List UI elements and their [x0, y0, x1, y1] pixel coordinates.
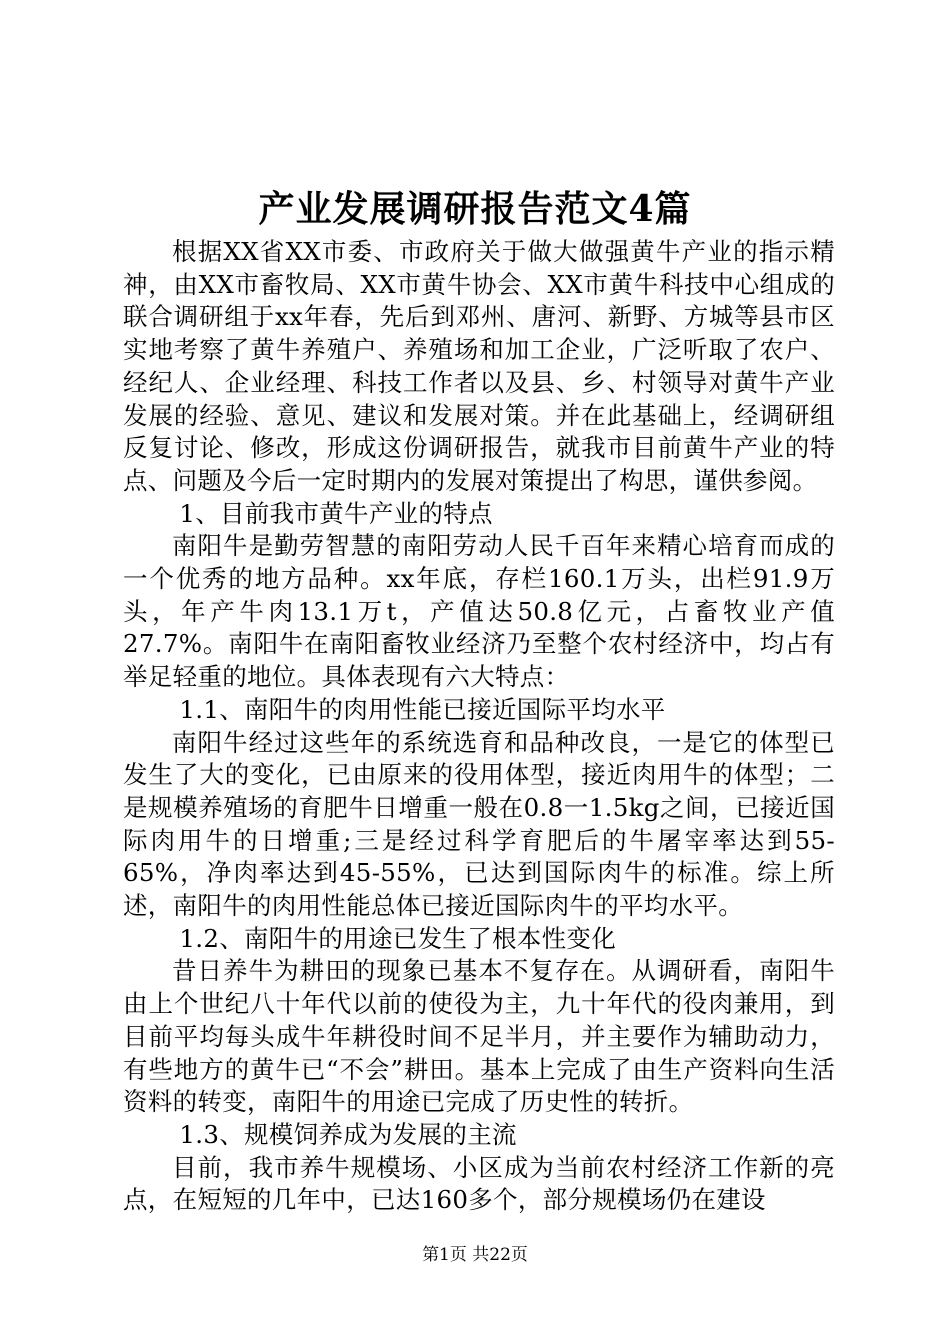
section-heading-1: 1、目前我市黄牛产业的特点: [179, 498, 493, 528]
paragraph-intro: 根据XX省XX市委、市政府关于做大做强黄牛产业的指示精神，由XX市畜牧局、XX市黄牛协会、XX市黄牛科技中心组成的联合调研组于xx年春，先后到邓州、唐河、新野、方城等县市区实地考察了黄牛养殖户、养殖场和加工企业，广泛听取了农户、经纪人、企业经理、科技工作者以及县、乡、村领导对黄牛产业发展的经验、意见、建议和发展对策。并在此基础上，经调研组反复讨论、修改，形成这份调研报告，就我市目前黄牛产业的特点、问题及今后一定时期内的发展对策提出了构思，谨供参阅。: [123, 237, 835, 495]
document-body: [123, 236, 835, 1217]
page-footer: 第1页 共22页: [422, 1245, 528, 1265]
paragraph-section-1: 南阳牛是勤劳智慧的南阳劳动人民千百年来精心培育而成的一个优秀的地方品种。xx年底，存栏160.1万头，出栏91.9万头，年产牛肉13.1万t，产值达50.8亿元，占畜牧业产值27.7%。南阳牛在南阳畜牧业经济乃至整个农村经济中，均占有举足轻重的地位。具体表现有六大特点：: [123, 531, 835, 692]
section-heading-1-3: 1.3、规模饲养成为发展的主流: [179, 1119, 517, 1149]
section-heading-1-1: 1.1、南阳牛的肉用性能已接近国际平均水平: [179, 694, 666, 724]
section-heading-1-2: 1.2、南阳牛的用途已发生了根本性变化: [179, 923, 617, 953]
paragraph-section-1-1: 南阳牛经过这些年的系统选育和品种改良，一是它的体型已发生了大的变化，已由原来的役用体型，接近肉用牛的体型；二是规模养殖场的育肥牛日增重一般在0.8一1.5kg之间，已接近国际肉用牛的日增重;三是经过科学育肥后的牛屠宰率达到55-65%，净肉率达到45-55%，已达到国际肉牛的标准。综上所述，南阳牛的肉用性能总体已接近国际肉牛的平均水平。: [123, 727, 835, 921]
document-title: 产业发展调研报告范文4篇: [258, 188, 692, 230]
paragraph-section-1-3: 目前，我市养牛规模场、小区成为当前农村经济工作新的亮点，在短短的几年中，已达160多个，部分规模场仍在建设: [123, 1152, 835, 1215]
paragraph-section-1-2: 昔日养牛为耕田的现象已基本不复存在。从调研看，南阳牛由上个世纪八十年代以前的使役为主，九十年代的役肉兼用，到目前平均每头成牛年耕役时间不足半月，并主要作为辅助动力，有些地方的黄牛已“不会”耕田。基本上完成了由生产资料向生活资料的转变，南阳牛的用途已完成了历史性的转折。: [123, 956, 835, 1117]
